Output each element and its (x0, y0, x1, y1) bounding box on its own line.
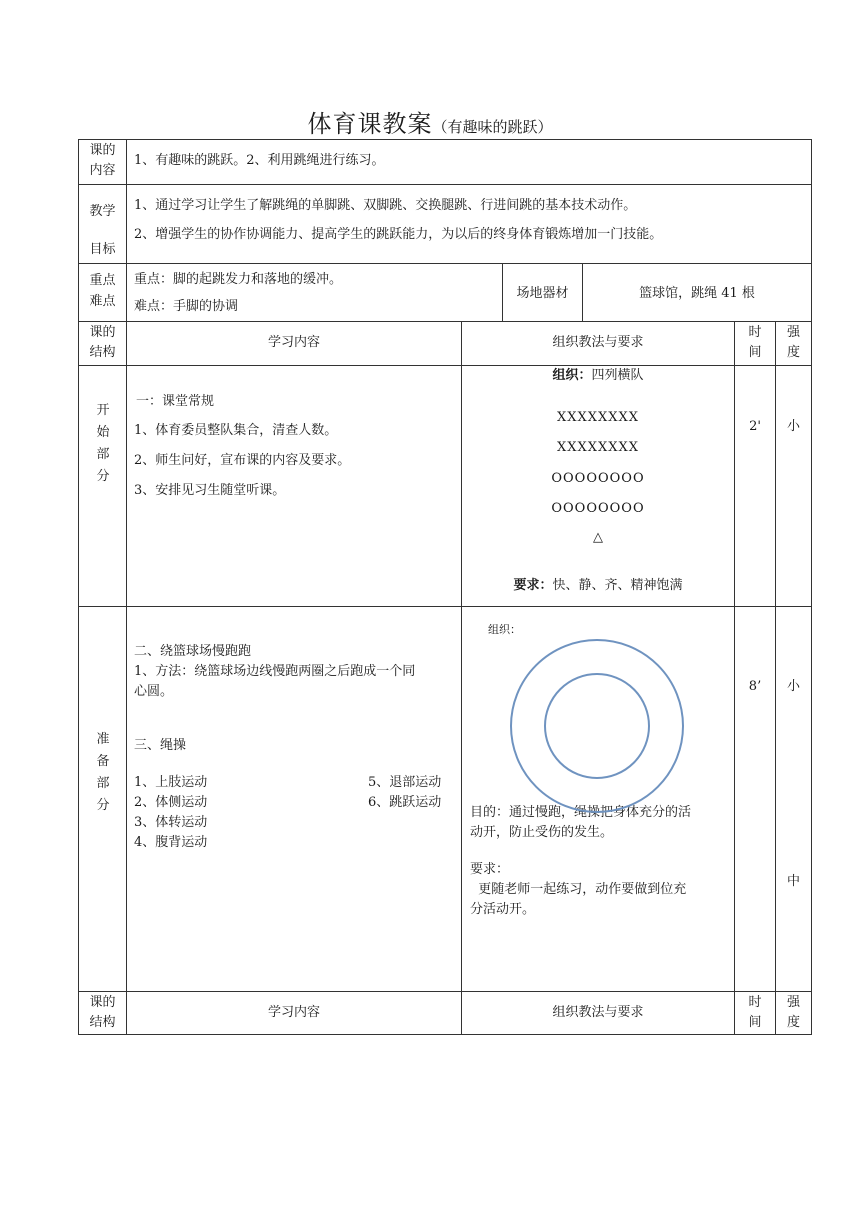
hdr-intensity-2: 度 (786, 345, 800, 360)
section-start-char: 部 (96, 447, 110, 462)
title-sub: （有趣味的跳跃） (432, 118, 553, 136)
section-start-char: 始 (96, 425, 110, 440)
venue-label: 场地器材 (516, 286, 569, 301)
section-prep-char: 分 (96, 798, 110, 813)
ftr-time-1: 时 (748, 995, 762, 1010)
start-time: 2' (749, 419, 761, 434)
label-goal-1: 教学 (89, 204, 116, 219)
hdr-time-1: 时 (748, 325, 762, 340)
formation-row: OOOOOOOO (551, 501, 645, 516)
inner-circle (545, 674, 649, 778)
venue-value: 篮球馆，跳绳 41 根 (639, 286, 755, 301)
exercise-item: 3、体转运动 (134, 815, 208, 830)
rule (461, 606, 462, 1035)
label-content-1: 课的 (89, 143, 116, 158)
prep-req: 分活动开。 (470, 902, 536, 917)
exercise-item: 4、腹背运动 (134, 835, 208, 850)
key-point: 重点：脚的起跳发力和落地的缓冲。 (134, 272, 343, 287)
rule (78, 139, 812, 140)
hdr-method: 组织教法与要求 (552, 335, 644, 350)
prep-intensity: 小 (786, 679, 800, 694)
prep-purpose: 动开，防止受伤的发生。 (470, 825, 614, 840)
rule (78, 184, 812, 185)
rule (78, 321, 812, 322)
rule (461, 321, 462, 606)
section-start-label (79, 400, 127, 488)
exercise-item: 1、上肢运动 (134, 775, 208, 790)
start-org-label: 组织： (552, 368, 592, 383)
goal-line-1: 1、通过学习让学生了解跳绳的单脚跳、双脚跳、交换腿跳、行进间跳的基本技术动作。 (134, 198, 637, 213)
start-item: 1、体育委员整队集合，清查人数。 (134, 423, 338, 438)
exercise-item: 5、退部运动 (368, 775, 442, 790)
start-intensity: 小 (786, 419, 800, 434)
prep-run-title: 二、绕篮球场慢跑跑 (134, 644, 252, 659)
start-item: 3、安排见习生随堂听课。 (134, 483, 286, 498)
start-org-value: 四列横队 (591, 368, 644, 383)
section-start-char: 分 (96, 469, 110, 484)
ftr-content: 学习内容 (267, 1005, 320, 1020)
ftr-struct-1: 课的 (89, 995, 116, 1010)
rule (78, 263, 812, 264)
hdr-content: 学习内容 (267, 335, 320, 350)
hdr-struct-2: 结构 (89, 345, 116, 360)
prep-intensity: 中 (786, 874, 800, 889)
formation-row: OOOOOOOO (551, 471, 645, 486)
concentric-circles-diagram (500, 632, 700, 832)
ftr-intensity-1: 强 (786, 995, 800, 1010)
start-req-value: 快、静、齐、精神饱满 (552, 578, 683, 593)
rule (811, 139, 812, 1035)
page-title (0, 104, 860, 139)
formation-row: XXXXXXXX (556, 440, 640, 455)
prep-run-desc: 心圆。 (134, 684, 174, 699)
start-org (462, 366, 734, 386)
teacher-marker: △ (593, 530, 603, 545)
start-req-label: 要求： (513, 578, 553, 593)
goal-line-2: 2、增强学生的协作协调能力、提高学生的跳跃能力，为以后的终身体育锻炼增加一门技能。 (134, 227, 663, 242)
rule (78, 991, 812, 992)
hdr-intensity-1: 强 (786, 325, 800, 340)
rule (126, 139, 127, 1035)
section-prep-char: 准 (96, 732, 110, 747)
label-key-1: 重点 (89, 273, 116, 288)
prep-purpose: 目的：通过慢跑，绳操把身体充分的活 (470, 805, 692, 820)
hdr-struct-1: 课的 (89, 325, 116, 340)
section-prep-label (79, 729, 127, 817)
ftr-struct-2: 结构 (89, 1015, 116, 1030)
label-content-2: 内容 (89, 163, 116, 178)
prep-req: 更随老师一起练习，动作要做到位充 (470, 882, 687, 897)
prep-req-label: 要求： (470, 862, 510, 877)
section-prep-char: 部 (96, 776, 110, 791)
ftr-time-2: 间 (748, 1015, 762, 1030)
exercise-item: 6、跳跃运动 (368, 795, 442, 810)
content-text: 1、有趣味的跳跃。2、利用跳绳进行练习。 (134, 153, 385, 168)
label-key-2: 难点 (89, 294, 116, 309)
start-item: 一：课堂常规 (136, 394, 215, 409)
label-goal-2: 目标 (89, 242, 116, 257)
prep-run-desc: 1、方法：绕篮球场边线慢跑两圈之后跑成一个同 (134, 664, 416, 679)
prep-org-label: 组织： (488, 623, 521, 636)
hdr-time-2: 间 (748, 345, 762, 360)
section-prep-char: 备 (96, 754, 110, 769)
prep-rope-title: 三、绳操 (134, 738, 187, 753)
section-start-char: 开 (96, 403, 110, 418)
formation-row: XXXXXXXX (556, 410, 640, 425)
start-req (462, 576, 734, 596)
title-main: 体育课教案 (307, 110, 433, 138)
outer-circle (511, 640, 683, 812)
rule (78, 606, 812, 607)
exercise-item: 2、体侧运动 (134, 795, 208, 810)
prep-time: 8’ (748, 679, 762, 694)
rule (78, 1034, 812, 1035)
difficulty-point: 难点：手脚的协调 (134, 299, 239, 314)
ftr-method: 组织教法与要求 (552, 1005, 644, 1020)
start-item: 2、师生问好，宣布课的内容及要求。 (134, 453, 351, 468)
ftr-intensity-2: 度 (786, 1015, 800, 1030)
